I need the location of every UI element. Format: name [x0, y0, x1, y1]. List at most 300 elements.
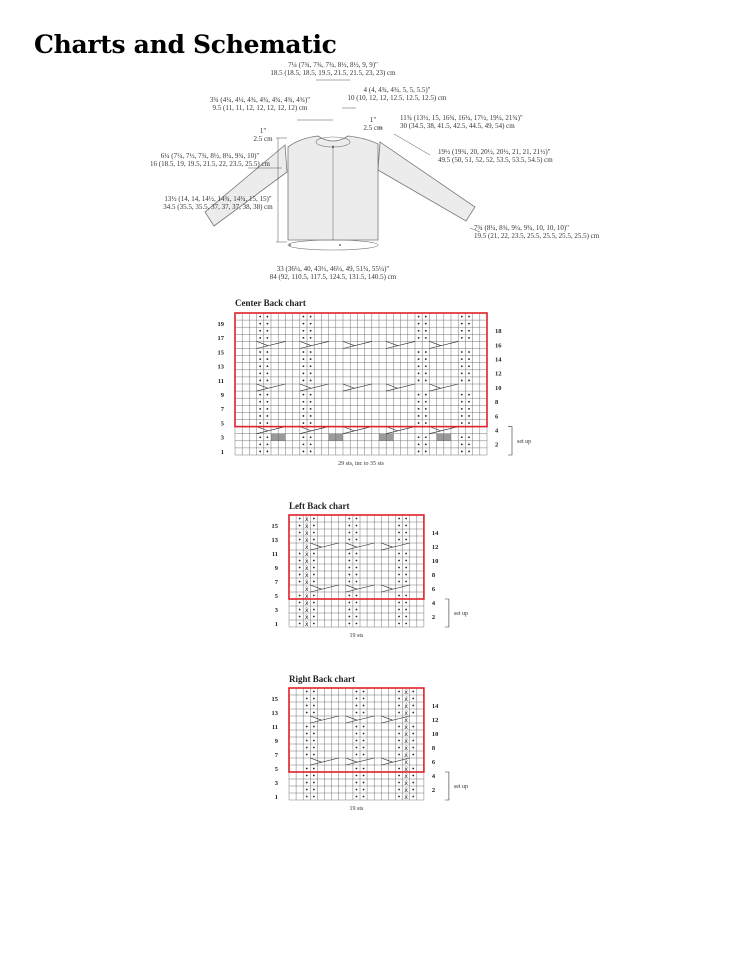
row-label-left: 15 — [271, 522, 278, 530]
purl-symbol — [303, 436, 305, 438]
purl-symbol — [356, 747, 358, 749]
cable-cross-symbol — [429, 341, 441, 345]
purl-symbol — [398, 768, 400, 770]
measurement-bust — [270, 265, 397, 281]
row-label-left: 7 — [274, 578, 278, 586]
measurement-imperial: 3¾ (4¼, 4¼, 4¾, 4¾, 4¾, 4¾, 4¾)" — [209, 96, 311, 104]
purl-symbol — [306, 698, 308, 700]
purl-symbol — [313, 553, 315, 555]
purl-symbol — [461, 316, 463, 318]
row-label-left: 13 — [271, 709, 278, 717]
row-label-left: 11 — [217, 377, 224, 385]
purl-symbol — [310, 372, 312, 374]
purl-symbol — [363, 726, 365, 728]
purl-symbol — [348, 532, 350, 534]
purl-symbol — [313, 560, 315, 562]
purl-symbol — [468, 443, 470, 445]
purl-symbol — [299, 616, 301, 618]
purl-symbol — [425, 365, 427, 367]
row-label-right: 12 — [431, 543, 439, 551]
measurement-imperial: 33 (36¼, 40, 43½, 46¼, 49, 51¾, 55¼)" — [276, 265, 390, 273]
purl-symbol — [468, 365, 470, 367]
purl-symbol — [412, 782, 414, 784]
purl-symbol — [425, 372, 427, 374]
measurement-shoulder-drop-right — [363, 116, 383, 132]
purl-symbol — [303, 365, 305, 367]
row-label-right: 8 — [431, 744, 436, 752]
purl-symbol — [299, 623, 301, 625]
purl-symbol — [313, 712, 315, 714]
purl-symbol — [303, 443, 305, 445]
row-label-left: 7 — [274, 751, 278, 759]
purl-symbol — [425, 351, 427, 353]
measurement-imperial: 7¼ (7¾, 7¾, 7¾, 8½, 8½, 9, 9)" — [288, 61, 378, 69]
no-stitch-cell — [386, 434, 393, 441]
measurement-imperial: 11¾ (13½, 15, 16¾, 16¾, 17½, 19¼, 21¾)" — [400, 114, 523, 122]
purl-symbol — [363, 775, 365, 777]
cable-cross-symbol — [346, 543, 357, 547]
purl-symbol — [303, 316, 305, 318]
purl-symbol — [310, 358, 312, 360]
purl-symbol — [313, 782, 315, 784]
right-back-chart — [272, 674, 469, 812]
purl-symbol — [398, 740, 400, 742]
row-label-left: 9 — [274, 737, 278, 745]
purl-symbol — [267, 451, 269, 453]
measurement-collar-width — [348, 86, 448, 102]
purl-symbol — [398, 525, 400, 527]
purl-symbol — [461, 351, 463, 353]
purl-symbol — [303, 422, 305, 424]
purl-symbol — [356, 518, 358, 520]
row-label-left: 19 — [217, 320, 224, 328]
purl-symbol — [461, 443, 463, 445]
purl-symbol — [398, 553, 400, 555]
row-label-right: 8 — [431, 571, 436, 579]
measurement-metric: 30 (34.5, 38, 41.5, 42.5, 44.5, 49, 54) cm — [400, 122, 515, 130]
purl-symbol — [398, 754, 400, 756]
purl-symbol — [398, 574, 400, 576]
row-label-right: 10 — [431, 730, 439, 738]
button-marker — [332, 146, 334, 148]
purl-symbol — [259, 330, 261, 332]
purl-symbol — [310, 401, 312, 403]
row-label-right: 4 — [431, 772, 436, 780]
purl-symbol — [267, 316, 269, 318]
stitch-count-caption: 19 sts — [349, 806, 364, 812]
purl-symbol — [461, 422, 463, 424]
row-label-left: 9 — [220, 391, 224, 399]
row-labels — [272, 696, 440, 801]
purl-symbol — [310, 394, 312, 396]
purl-symbol — [418, 408, 420, 410]
purl-symbol — [363, 712, 365, 714]
purl-symbol — [348, 574, 350, 576]
purl-symbol — [259, 316, 261, 318]
purl-symbol — [363, 768, 365, 770]
row-label-left: 13 — [217, 363, 224, 371]
row-labels — [272, 523, 440, 628]
purl-symbol — [306, 705, 308, 707]
twisted-stitch-symbol: ẋ — [304, 536, 309, 544]
twisted-stitch-symbol: ẋ — [304, 599, 309, 607]
row-label-right: 4 — [431, 599, 436, 607]
purl-symbol — [363, 796, 365, 798]
purl-symbol — [425, 408, 427, 410]
cable-cross-symbol — [381, 585, 392, 589]
purl-symbol — [306, 691, 308, 693]
purl-symbol — [306, 740, 308, 742]
measurement-imperial: 13½ (14, 14, 14½, 14¾, 14¾, 15, 15)" — [164, 195, 272, 203]
twisted-stitch-symbol: ẋ — [304, 557, 309, 565]
purl-symbol — [405, 567, 407, 569]
purl-symbol — [425, 422, 427, 424]
purl-symbol — [313, 581, 315, 583]
purl-symbol — [356, 616, 358, 618]
purl-symbol — [405, 539, 407, 541]
purl-symbol — [356, 567, 358, 569]
purl-symbol — [418, 451, 420, 453]
row-label-right: 6 — [431, 585, 436, 593]
purl-symbol — [425, 401, 427, 403]
purl-symbol — [267, 401, 269, 403]
measurement-upper-arm — [400, 114, 523, 130]
row-label-right: 10 — [495, 384, 502, 392]
twisted-stitch-symbol: ẋ — [404, 730, 408, 738]
purl-symbol — [306, 775, 308, 777]
purl-symbol — [425, 337, 427, 339]
row-label-left: 7 — [220, 406, 224, 414]
purl-symbol — [348, 525, 350, 527]
purl-symbol — [299, 518, 301, 520]
purl-symbol — [303, 358, 305, 360]
chart-title: Left Back chart — [289, 501, 350, 511]
row-label-left: 5 — [274, 592, 278, 600]
purl-symbol — [356, 525, 358, 527]
purl-symbol — [348, 560, 350, 562]
hem-marker-left — [289, 244, 291, 246]
chart-grid — [235, 313, 487, 455]
twisted-stitch-symbol: ẋ — [304, 620, 309, 628]
purl-symbol — [398, 705, 400, 707]
row-label-left: 17 — [217, 335, 224, 343]
purl-symbol — [356, 754, 358, 756]
cable-cross-symbol — [346, 758, 357, 762]
row-label-right: 2 — [431, 613, 436, 621]
purl-symbol — [313, 705, 315, 707]
purl-symbol — [306, 796, 308, 798]
purl-symbol — [405, 553, 407, 555]
purl-symbol — [418, 372, 420, 374]
purl-symbol — [299, 567, 301, 569]
row-label-right: 14 — [495, 356, 502, 364]
purl-symbol — [398, 782, 400, 784]
purl-symbol — [412, 754, 414, 756]
sweater-schematic — [150, 61, 600, 281]
purl-symbol — [259, 323, 261, 325]
purl-symbol — [398, 747, 400, 749]
purl-symbol — [405, 581, 407, 583]
purl-symbol — [425, 451, 427, 453]
purl-symbol — [306, 754, 308, 756]
purl-symbol — [425, 443, 427, 445]
row-label-right: 14 — [431, 529, 439, 537]
no-stitch-cell — [379, 434, 386, 441]
measurement-metric: 2.5 cm — [363, 124, 383, 132]
purl-symbol — [267, 330, 269, 332]
purl-symbol — [405, 518, 407, 520]
purl-symbol — [425, 358, 427, 360]
left-back-chart — [272, 501, 469, 639]
chart-title: Center Back chart — [235, 298, 306, 308]
purl-symbol — [405, 525, 407, 527]
purl-symbol — [425, 316, 427, 318]
purl-symbol — [356, 712, 358, 714]
measurement-imperial: 6¼ (7¼, 7½, 7¾, 8½, 8¾, 9¾, 10)" — [160, 152, 260, 160]
no-stitch-cell — [278, 434, 285, 441]
purl-symbol — [259, 443, 261, 445]
purl-symbol — [348, 616, 350, 618]
row-label-right: 6 — [431, 758, 436, 766]
purl-symbol — [398, 691, 400, 693]
purl-symbol — [398, 609, 400, 611]
purl-symbol — [418, 394, 420, 396]
purl-symbol — [468, 316, 470, 318]
purl-symbol — [299, 532, 301, 534]
measurement-shoulder-width — [210, 96, 310, 112]
purl-symbol — [259, 380, 261, 382]
purl-symbol — [425, 380, 427, 382]
purl-symbol — [267, 323, 269, 325]
purl-symbol — [310, 316, 312, 318]
purl-symbol — [468, 394, 470, 396]
purl-symbol — [306, 733, 308, 735]
purl-symbol — [313, 796, 315, 798]
purl-symbol — [418, 351, 420, 353]
purl-symbol — [313, 609, 315, 611]
twisted-stitch-symbol: ẋ — [404, 744, 408, 752]
purl-symbol — [468, 401, 470, 403]
purl-symbol — [348, 609, 350, 611]
purl-symbol — [425, 436, 427, 438]
setup-label: set up — [453, 784, 469, 790]
purl-symbol — [310, 351, 312, 353]
purl-symbol — [356, 726, 358, 728]
purl-symbol — [398, 698, 400, 700]
purl-symbol — [405, 623, 407, 625]
setup-bracket — [508, 427, 512, 455]
twisted-stitch-symbol: ẋ — [304, 585, 309, 593]
twisted-stitch-symbol: ẋ — [404, 695, 408, 703]
purl-symbol — [356, 595, 358, 597]
cable-cross-symbol — [343, 341, 355, 345]
purl-symbol — [461, 365, 463, 367]
purl-symbol — [267, 443, 269, 445]
row-label-right: 2 — [431, 786, 436, 794]
purl-symbol — [259, 394, 261, 396]
row-label-right: 12 — [495, 370, 502, 378]
purl-symbol — [356, 775, 358, 777]
purl-symbol — [398, 602, 400, 604]
purl-symbol — [398, 518, 400, 520]
purl-symbol — [356, 560, 358, 562]
purl-symbol — [461, 451, 463, 453]
purl-symbol — [313, 539, 315, 541]
twisted-stitch-symbol: ẋ — [304, 613, 309, 621]
purl-symbol — [259, 422, 261, 424]
stitch-count-caption: 19 sts — [349, 633, 364, 639]
twisted-stitch-symbol: ẋ — [404, 702, 408, 710]
purl-symbol — [306, 782, 308, 784]
twisted-stitch-symbol: ẋ — [304, 515, 309, 523]
row-label-left: 15 — [271, 695, 278, 703]
hem-marker-right — [339, 244, 341, 246]
purl-symbol — [363, 733, 365, 735]
purl-symbol — [418, 358, 420, 360]
purl-symbol — [310, 365, 312, 367]
purl-symbol — [363, 789, 365, 791]
purl-symbol — [267, 415, 269, 417]
purl-symbol — [306, 789, 308, 791]
purl-symbol — [310, 408, 312, 410]
row-label-left: 1 — [274, 620, 278, 628]
purl-symbol — [356, 553, 358, 555]
row-label-left: 5 — [274, 765, 278, 773]
twisted-stitch-symbol: ẋ — [304, 564, 309, 572]
purl-symbol — [267, 337, 269, 339]
cable-cross-symbol — [346, 716, 357, 720]
measurement-metric: 18.5 (18.5, 18.5, 19.5, 21.5, 21.5, 23, 23) cm — [270, 69, 396, 77]
purl-symbol — [348, 602, 350, 604]
measurement-metric: 34.5 (35.5, 35.5, 37, 37, 37, 38, 38) cm — [163, 203, 273, 211]
purl-symbol — [412, 698, 414, 700]
purl-symbol — [259, 415, 261, 417]
purl-symbol — [468, 408, 470, 410]
purl-symbol — [313, 698, 315, 700]
measurement-metric: 10 (10, 12, 12, 12.5, 12.5, 12.5) cm — [347, 94, 447, 102]
cable-cross-symbol — [346, 585, 357, 589]
purl-symbol — [356, 733, 358, 735]
purl-symbol — [313, 623, 315, 625]
measurement-metric: 16 (18.5, 19, 19.5, 21.5, 22, 23.5, 25.5) cm — [150, 160, 270, 168]
purl-symbol — [468, 351, 470, 353]
purl-symbol — [303, 394, 305, 396]
chart-title: Right Back chart — [289, 674, 355, 684]
purl-symbol — [356, 796, 358, 798]
purl-symbol — [405, 609, 407, 611]
purl-symbol — [306, 726, 308, 728]
purl-symbol — [313, 602, 315, 604]
setup-bracket — [445, 772, 449, 800]
twisted-stitch-symbol: ẋ — [304, 550, 309, 558]
measurement-imperial: 1" — [259, 127, 267, 135]
purl-symbol — [418, 443, 420, 445]
measurement-cuff-width — [474, 224, 600, 240]
row-label-right: 4 — [495, 427, 499, 435]
purl-symbol — [313, 518, 315, 520]
purl-symbol — [412, 747, 414, 749]
purl-symbol — [398, 789, 400, 791]
cable-cross-symbol — [381, 716, 392, 720]
purl-symbol — [418, 436, 420, 438]
purl-symbol — [348, 539, 350, 541]
purl-symbol — [461, 401, 463, 403]
purl-symbol — [418, 330, 420, 332]
purl-symbol — [412, 789, 414, 791]
purl-symbol — [425, 394, 427, 396]
purl-symbol — [398, 623, 400, 625]
stitch-count-caption: 29 sts, inc to 35 sts — [338, 461, 384, 467]
purl-symbol — [310, 330, 312, 332]
purl-symbol — [267, 351, 269, 353]
purl-symbol — [461, 394, 463, 396]
purl-symbol — [398, 712, 400, 714]
purl-symbol — [356, 691, 358, 693]
purl-symbol — [356, 574, 358, 576]
measurement-metric: 49.5 (50, 51, 52, 52, 53.5, 53.5, 54.5) cm — [438, 156, 553, 164]
row-label-left: 3 — [220, 434, 224, 442]
purl-symbol — [299, 581, 301, 583]
cable-cross-symbol — [310, 716, 321, 720]
purl-symbol — [356, 609, 358, 611]
measurement-neck-width — [270, 61, 396, 77]
purl-symbol — [412, 733, 414, 735]
no-stitch-cell — [271, 434, 278, 441]
center-back-chart — [218, 298, 532, 467]
cable-cross-symbol — [381, 543, 392, 547]
purl-symbol — [468, 330, 470, 332]
purl-symbol — [468, 372, 470, 374]
twisted-stitch-symbol: ẋ — [404, 779, 408, 787]
purl-symbol — [356, 740, 358, 742]
measurement-metric: 9.5 (11, 11, 12, 12, 12, 12, 12) cm — [212, 104, 308, 112]
purl-symbol — [313, 595, 315, 597]
twisted-stitch-symbol: ẋ — [404, 786, 408, 794]
twisted-stitch-symbol: ẋ — [404, 737, 408, 745]
purl-symbol — [303, 372, 305, 374]
purl-symbol — [313, 691, 315, 693]
purl-symbol — [267, 380, 269, 382]
purl-symbol — [310, 380, 312, 382]
purl-symbol — [313, 532, 315, 534]
cable-cross-symbol — [310, 543, 321, 547]
purl-symbol — [348, 518, 350, 520]
twisted-stitch-symbol: ẋ — [304, 529, 309, 537]
purl-symbol — [356, 602, 358, 604]
row-label-left: 1 — [220, 448, 224, 456]
purl-symbol — [356, 768, 358, 770]
purl-symbol — [259, 358, 261, 360]
twisted-stitch-symbol: ẋ — [304, 592, 309, 600]
twisted-stitch-symbol: ẋ — [404, 688, 408, 696]
purl-symbol — [299, 525, 301, 527]
purl-symbol — [405, 595, 407, 597]
purl-symbol — [267, 408, 269, 410]
purl-symbol — [425, 415, 427, 417]
measurement-metric: 2.5 cm — [253, 135, 273, 143]
purl-symbol — [267, 365, 269, 367]
purl-symbol — [418, 316, 420, 318]
purl-symbol — [468, 337, 470, 339]
purl-symbol — [259, 401, 261, 403]
cable-cross-symbol — [300, 384, 312, 388]
purl-symbol — [418, 422, 420, 424]
twisted-stitch-symbol: ẋ — [404, 723, 408, 731]
measurement-armhole-depth — [150, 152, 271, 168]
twisted-stitch-symbol: ẋ — [404, 765, 408, 773]
purl-symbol — [348, 581, 350, 583]
purl-symbol — [313, 768, 315, 770]
